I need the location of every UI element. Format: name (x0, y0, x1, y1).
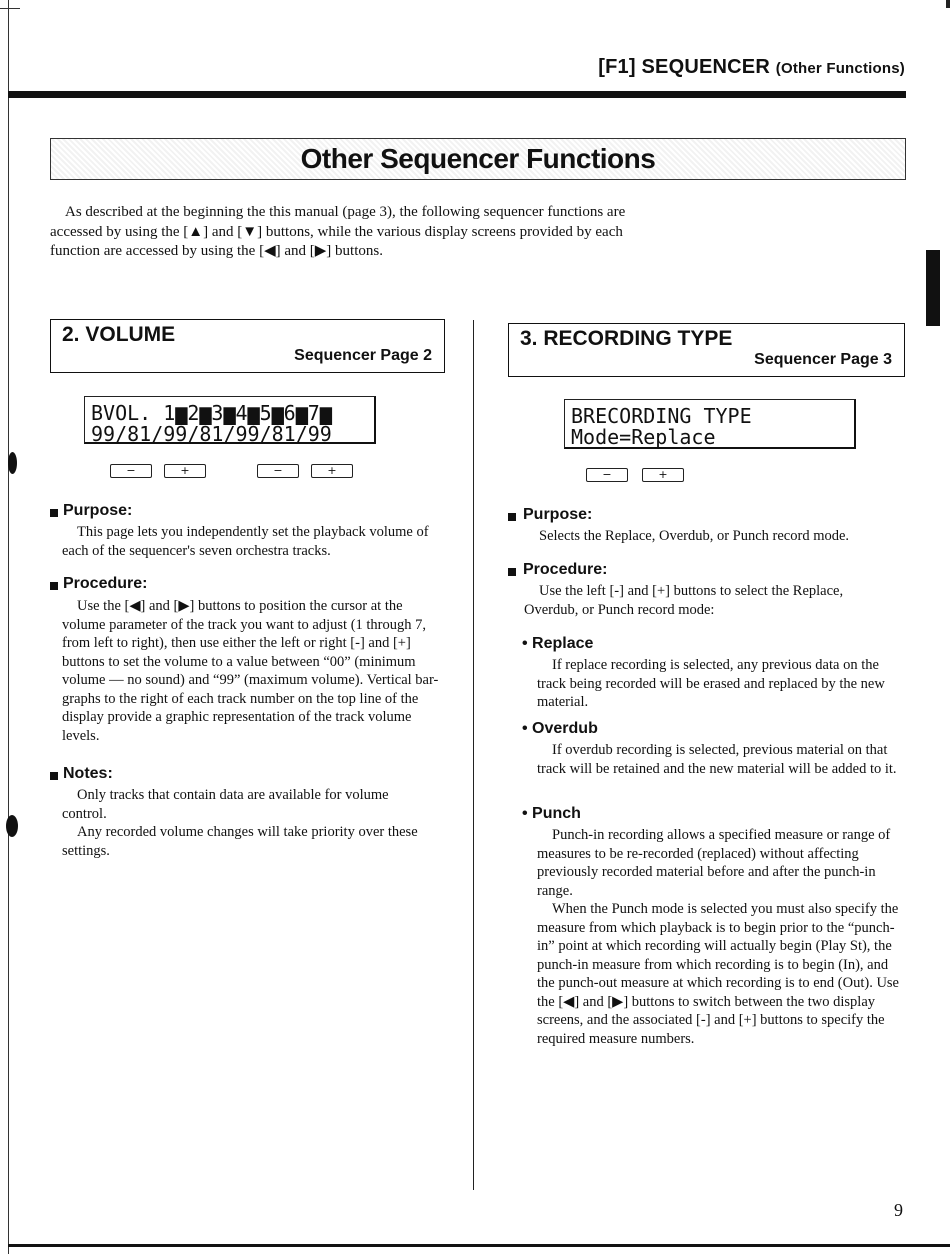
volume-procedure-text (62, 597, 448, 745)
punch-paragraph: When the Punch mode is selected you must also specify the measure from which playback is to begin prior to the “punch-in” point at which recording will actually begin (Play St), the punch-in measure from which recording is to begin (In), and the punch-out measure at which recording is to end (Out). Use the [◀] and [▶] buttons to switch between the two display screens, and the associated [-] and [+] buttons to specify the required measure numbers. (537, 901, 899, 1047)
page-number: 9 (894, 1200, 903, 1220)
bullet-square-icon (508, 513, 516, 521)
bullet-square-icon (50, 509, 58, 517)
purpose-paragraph: Selects the Replace, Overdub, or Punch record mode. (539, 528, 850, 544)
recording-purpose-text (524, 527, 904, 546)
recording-lcd-display (564, 399, 856, 449)
plus-button[interactable]: + (164, 464, 206, 478)
plus-button[interactable]: + (642, 468, 684, 482)
lcd-line-1: BVOL. 1▆2▆3▆4▆5▆6▆7▆ (91, 401, 332, 425)
volume-procedure-heading: Procedure: (63, 575, 148, 592)
recording-section-title: 3. RECORDING TYPE (520, 327, 733, 350)
volume-notes-heading: Notes: (63, 765, 113, 782)
lcd-line-1: BRECORDING TYPE (571, 404, 752, 428)
volume-lcd-display (84, 396, 376, 444)
minus-button[interactable]: − (586, 468, 628, 482)
recording-procedure-text (524, 582, 894, 619)
plus-button[interactable]: + (311, 464, 353, 478)
replace-heading: • Replace (522, 635, 594, 652)
recording-page-label: Sequencer Page 3 (754, 351, 892, 368)
punch-heading: • Punch (522, 805, 581, 822)
replace-text (537, 656, 897, 712)
binding-hole-mark (8, 452, 17, 474)
punch-text (537, 826, 899, 1048)
bullet-square-icon (50, 772, 58, 780)
header-subtitle: (Other Functions) (775, 60, 905, 77)
header-rule (8, 91, 906, 98)
title-banner (50, 138, 906, 180)
page-edge-mark (946, 0, 950, 8)
overdub-paragraph: If overdub recording is selected, previous material on that track will be retained and the new material will be added to it. (537, 742, 897, 777)
bullet-square-icon (508, 568, 516, 576)
overdub-text (537, 741, 897, 778)
lcd-line-2: Mode=Replace (571, 425, 716, 449)
volume-section-title: 2. VOLUME (62, 323, 176, 346)
column-divider (473, 320, 474, 1190)
overdub-heading: • Overdub (522, 720, 598, 737)
header-title: [F1] SEQUENCER (598, 56, 770, 78)
minus-button[interactable]: − (110, 464, 152, 478)
volume-section-box (50, 319, 445, 373)
bullet-square-icon (50, 582, 58, 590)
procedure-paragraph: Use the [◀] and [▶] buttons to position the cursor at the volume parameter of the track you want to adjust (1 through 7, from left to right), then use either the left or right [-] and [+] buttons to set the volume to a value between “00” (minimum volume — no sound) and “99” (maximum volume). Vertical bar-graphs to the right of each track number on the top line of the display provide a graphic representation of the track volume levels. (62, 598, 439, 744)
intro-paragraph (50, 203, 650, 262)
notes-paragraph: Any recorded volume changes will take priority over these settings. (62, 824, 418, 859)
recording-section-box (508, 323, 905, 377)
thumb-index-tab (926, 250, 940, 326)
volume-page-label: Sequencer Page 2 (294, 347, 432, 364)
running-header (598, 56, 905, 79)
recording-procedure-heading: Procedure: (523, 561, 608, 578)
recording-purpose-heading: Purpose: (523, 506, 593, 523)
replace-paragraph: If replace recording is selected, any previous data on the track being recorded will be erased and replaced by the new material. (537, 657, 885, 710)
volume-purpose-heading: Purpose: (63, 502, 133, 519)
page-edge-left (8, 0, 9, 1254)
purpose-paragraph: This page lets you independently set the playback volume of each of the sequencer's seven orchestra tracks. (62, 524, 429, 559)
lcd-line-2: 99/81/99/81/99/81/99 (91, 422, 332, 446)
minus-button[interactable]: − (257, 464, 299, 478)
notes-paragraph: Only tracks that contain data are available for volume control. (62, 787, 389, 822)
volume-notes-text (62, 786, 434, 860)
punch-paragraph: Punch-in recording allows a specified measure or range of measures to be re-recorded (replaced) without affecting previously recorded material before and after the punch-in range. (537, 827, 891, 899)
page-edge-top (0, 8, 20, 9)
intro-text: As described at the beginning the this manual (page 3), the following sequencer functions are accessed by using the [▲] and [▼] buttons, while the various display screens provided by each function are accessed by using the [◀] and [▶] buttons. (50, 204, 626, 259)
page-title: Other Sequencer Functions (300, 143, 656, 174)
volume-purpose-text (62, 523, 442, 560)
procedure-paragraph: Use the left [-] and [+] buttons to select the Replace, Overdub, or Punch record mode: (524, 583, 844, 618)
binding-hole-mark (6, 815, 18, 837)
page-edge-bottom (8, 1244, 950, 1247)
